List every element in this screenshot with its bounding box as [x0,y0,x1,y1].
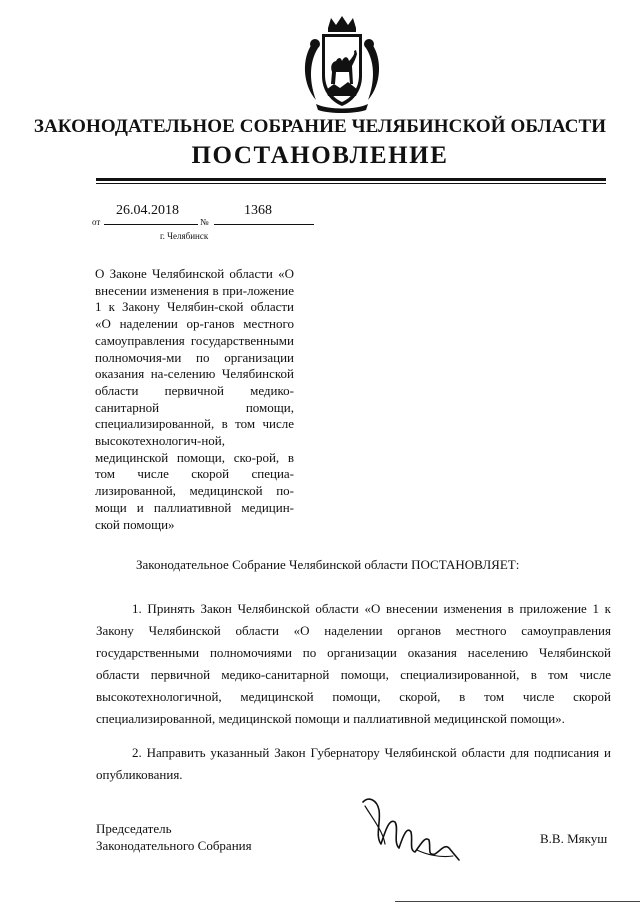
handwritten-signature [355,792,465,864]
header-divider-thick [96,178,606,181]
document-subject: О Законе Челябинской области «О внесении изменения в при-ложение 1 к Закону Челябин-ской области «О наделении ор-ганов местного самоуправления государственными полномочия-ми по организации оказания на-селению Челябинской области первичной медико-санитарной помощи, специализированной, в том числе высокотехнологич-ной, медицинской помощи, ско-рой, в том числе скорой специа-лизированной, медицинской по-мощи и паллиативной медицин-ской помощи» [95,266,294,532]
number-prefix: № [200,217,209,227]
position-line-2: Законодательного Собрания [96,838,252,853]
footer-line [395,901,640,902]
organization-title: ЗАКОНОДАТЕЛЬНОЕ СОБРАНИЕ ЧЕЛЯБИНСКОЙ ОБЛАСТИ [33,116,607,137]
signatory-position [96,820,252,854]
position-line-1: Председатель [96,821,172,836]
document-type-title: ПОСТАНОВЛЕНИЕ [191,142,449,169]
resolution-item-2: 2. Направить указанный Закон Губернатору Челябинской области для подписания и опубликования. [96,745,611,782]
header-divider-thin [96,183,606,184]
coat-of-arms-icon [298,14,386,114]
city-label: г. Челябинск [160,231,209,241]
date-prefix: от [92,217,101,227]
date-underline [104,224,198,225]
number-underline [214,224,314,225]
signer-name: В.В. Мякуш [540,831,608,846]
resolution-item-1: 1. Принять Закон Челябинской области «О внесении изменения в приложение 1 к Закону Челябинской области «О наделении органов местного самоуправления государственными полномочиями по организации оказания населению Челябинской области первичной медико-санитарной помощи, специализированной, в том числе высокотехнологичной, медицинской помощи, скорой, в том числе скорой специализированной, медицинской помощи и паллиативной медицинской помощи». [96,601,611,726]
document-number: 1368 [244,203,272,218]
document-date: 26.04.2018 [116,203,179,218]
decree-phrase: Законодательное Собрание Челябинской области ПОСТАНОВЛЯЕТ: [136,557,520,572]
